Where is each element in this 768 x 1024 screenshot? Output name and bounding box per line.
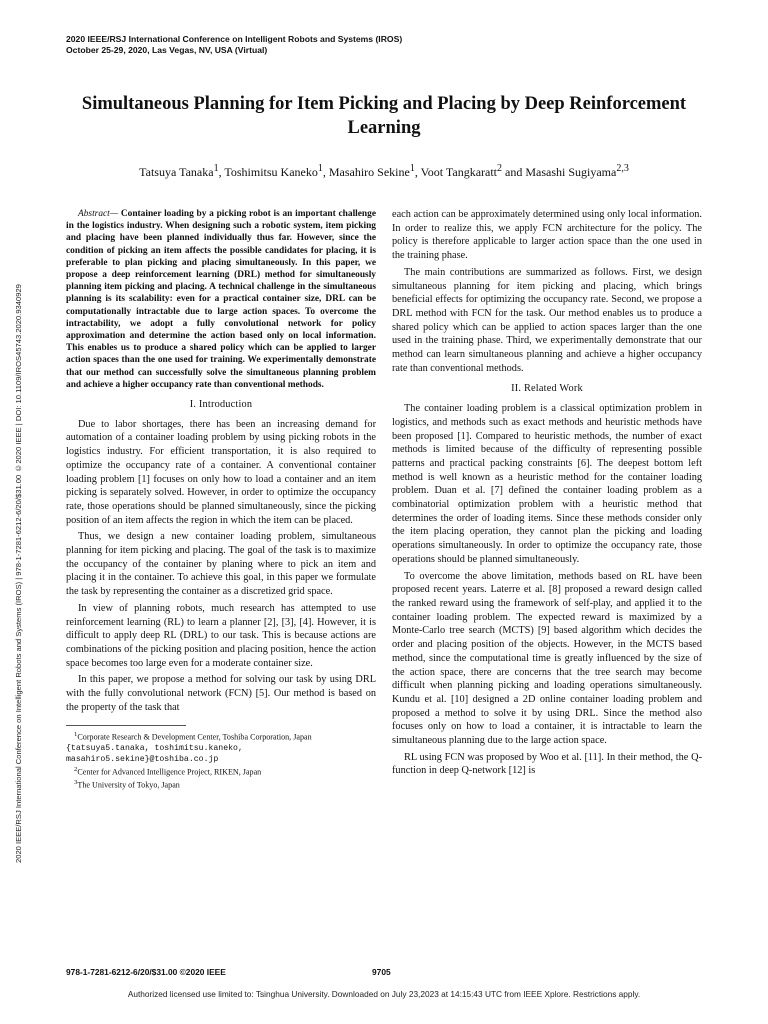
paper-title: Simultaneous Planning for Item Picking and Placing by Deep Reinforcement Learning: [81, 94, 687, 138]
conference-line-1: 2020 IEEE/RSJ International Conference on Intelligent Robots and Systems (IROS): [66, 34, 403, 44]
paragraph: In this paper, we propose a method for solving our task by using DRL with the fully convolutional network (FCN) [5]. Our method is based on the property of the task that: [66, 674, 376, 713]
author-name: Tatsuya Tanaka: [139, 165, 214, 179]
author-emails: {tatsuya5.tanaka, toshimitsu.kaneko, masahiro5.sekine}@toshiba.co.jp: [66, 743, 243, 764]
paragraph: The container loading problem is a classical optimization problem in logistics, and methods such as exact methods and heuristic methods have been proposed [1]. Compared to heuristic methods, the number of exact methods is limited because of the difficulty of representing possible patterns and practical packing constraints [6]. The deepest bottom left method is well known as a heuristic method for the container loading problem. Duan et al. [7] defined the container loading problem as a combinatorial optimization problem with a heuristic method that determines the order of loading items. Since these methods consider only the item placing operation, they cannot plan the picking and loading operations simultaneously. In order to optimize the occupancy rate, those operations should be planned simultaneously.: [392, 403, 702, 565]
paragraph: RL using FCN was proposed by Woo et al. [11]. In their method, the Q-function in deep Q-network [12] is: [392, 751, 702, 777]
paragraph: Due to labor shortages, there has been an increasing demand for automation of a container loading problem by using picking robots in the logistics industry. For efficient transportation, it is also required to optimize the occupancy rate of a container. A conventional container loading problem [1] focuses on only how to load a container and an item picking is separately solved. However, in order to optimize the occupancy rate, those operations should be planned simultaneously, since the picking position of an item affects the region in which the item can be placed.: [66, 418, 376, 526]
page-number: 9705: [372, 967, 391, 977]
section-heading-related-work: II. Related Work: [511, 383, 583, 395]
paragraph: To overcome the above limitation, methods based on RL have been proposed recent years. Laterre et al. [8] proposed a reward design called the ranked reward using the framework of self-play, and applied it to the container loading problem. The expected reward is maximized by a Monte-Carlo tree search (MCTS) [9] based algorithm which decides the order and placing position of the objects. However, in the MCTS based method, since the computational time is greatly influenced by the size of the action space, there are concerns that the tree search may become difficult when planning picking and loading operations simultaneously. Kundu et al. [10] designed a 2D online container loading problem and proposed a method to solve it by using DRL. Since the method also focuses only on how to load a container, it is intractable to learn the simultaneous planning due to the large action space.: [392, 570, 702, 747]
abstract: Abstract— Container loading by a picking robot is an important challenge in the logistics industry. When designing such a robotic system, item picking and placing have been planned individually thus far. However, since the condition of picking an item affects the possible candidates for placing, it is preferable to plan picking and placing simultaneously. In this paper, we propose a deep reinforcement learning (DRL) method for simultaneously planning item picking and placing. A technical challenge in the simultaneous planning is its scalability: even for a practical container size, DRL can be computationally intractable due to large action spaces. To overcome the intractability, we adopt a fully convolutional network for policy approximation and determine the action based only on local information. This enables us to produce a shared policy which can be applied to larger action spaces than the one used for training. We experimentally demonstrate that our method can successfully solve the simultaneous planning problem and achieve a higher occupancy rate than conventional methods.: [66, 209, 376, 390]
author-name: Masahiro Sekine: [328, 165, 410, 179]
footnote-1: $^1$Corporate Research & Development Center, Toshiba Corporation, Japan {tatsuya5.tanaka, toshimitsu.kaneko, masahiro5.sekine}@toshiba.co.jp: [66, 730, 312, 764]
abstract-text: Container loading by a picking robot is an important challenge in the logistics industry. When designing such a robotic system, item picking and placing have been planned individually thus far. However, since the condition of picking an item affects the possible candidates for placing, it is preferable to plan picking and placing simultaneously. In this paper, we propose a deep reinforcement learning (DRL) method for simultaneously planning item picking and placing. A technical challenge in the simultaneous planning is its scalability: even for a practical container size, DRL can be computationally intractable due to large action spaces. To overcome the intractability, we adopt a fully convolutional network for policy approximation and determine the action based only on local information. This enables us to produce a shared policy which can be applied to larger action spaces than the one used for training. We experimentally demonstrate that our method can successfully solve the simultaneous planning problem and achieve a higher occupancy rate than conventional methods.: [66, 209, 376, 390]
section-heading-introduction: I. Introduction: [189, 399, 253, 411]
affiliation-mark: 1: [213, 163, 219, 174]
author-name: Masashi Sugiyama: [525, 165, 617, 179]
affiliation-mark: 2: [497, 163, 503, 174]
left-column: [66, 208, 376, 791]
footnote-2: $^2$Center for Advanced Intelligence Project, RIKEN, Japan: [74, 766, 262, 777]
conference-line-2: October 25-29, 2020, Las Vegas, NV, USA (Virtual): [66, 45, 268, 55]
isbn-copyright: 978-1-7281-6212-6/20/$31.00 ©2020 IEEE: [66, 967, 226, 977]
paragraph: Thus, we design a new container loading problem, simultaneous planning for item picking and placing. The goal of the task is to maximize the occupancy of the container by planing where to pick an item and placing it in the container. To achieve this goal, in this paper we formulate the task by representing the container as a discretized grid space.: [66, 531, 376, 598]
author-name: Voot Tangkaratt: [420, 165, 498, 179]
affiliation-mark: 1: [409, 163, 415, 174]
conference-header: [66, 34, 402, 56]
author-list: Tatsuya Tanaka$^1$, Toshimitsu Kaneko$^1$, Masahiro Sekine$^1$, Voot Tangkaratt$^2$ and Masashi Sugiyama$^{2,3}$: [139, 163, 629, 179]
right-column: [392, 208, 702, 781]
abstract-lead: Abstract: [78, 209, 110, 219]
footnote-3: $^3$The University of Tokyo, Japan: [74, 779, 180, 790]
doi-sidebar: 2020 IEEE/RSJ International Conference on Intelligent Robots and Systems (IROS) | 978-1-7281-6212-6/20/$31.00 ©2020 IEEE | DOI: 10.1109/IROS45743.2020.9340929: [14, 284, 23, 863]
footnotes: [66, 730, 376, 792]
paragraph: The main contributions are summarized as follows. First, we design simultaneous planning for item picking and placing, which brings beneficial effects for optimizing the occupancy rate. Second, we propose a DRL method with FCN for the task. Our method enables us to produce a shared policy which can be applied to action spaces larger than the one used in the training phase. Third, we experimentally demonstrate that our method can learn simultaneous planning and achieve a higher occupancy rate than conventional methods.: [392, 266, 702, 374]
author-name: Toshimitsu Kaneko: [224, 165, 318, 179]
paragraph: In view of planning robots, much research has attempted to use reinforcement learning (RL) to learn a planner [2], [3], [4]. However, it is difficult to apply deep RL (DRL) to our task. This is because actions are combinations of the picking position and placing position, hence the action space becomes too large even for a moderate container size.: [66, 602, 376, 669]
license-notice: Authorized licensed use limited to: Tsinghua University. Downloaded on July 23,2023 at 14:15:43 UTC from IEEE Xplore. Restrictions apply.: [127, 989, 641, 999]
footnote-divider: [66, 725, 186, 726]
paragraph: each action can be approximately determined using only local information. In order to realize this, we apply FCN architecture for the policy. The policy is therefore applicable to larger action space than the one used in the training phase.: [392, 209, 702, 262]
affiliation-mark: 1: [317, 163, 323, 174]
affiliation-mark: 2,3: [616, 163, 629, 174]
